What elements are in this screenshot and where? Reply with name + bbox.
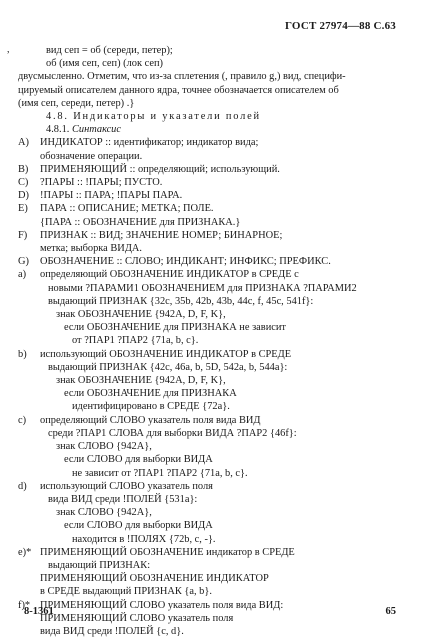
rule-label: d) bbox=[18, 480, 27, 492]
page-header: ГОСТ 27974—88 С.63 bbox=[285, 20, 396, 32]
syntax-label: D) bbox=[18, 190, 29, 202]
intro-line: цируемый описателем данного ядра, точнее обозначается описателем об bbox=[18, 84, 339, 96]
rule-text: определяющий ОБОЗНАЧЕНИЕ ИНДИКАТОР в СРЕДЕ с bbox=[40, 269, 299, 281]
page-body bbox=[18, 44, 404, 638]
rule-text: использующий СЛОВО указатель поля bbox=[40, 480, 213, 492]
syntax-item bbox=[18, 202, 404, 215]
syntax-continuation: {ПАРА :: ОБОЗНАЧЕНИЕ для ПРИЗНАКА.} bbox=[40, 216, 241, 228]
syntax-text: ИНДИКАТОР :: идентификатор; индикатор вида; bbox=[40, 137, 259, 149]
syntax-continuation: метка; выборка ВИДА. bbox=[40, 243, 143, 255]
rule-label: b) bbox=[18, 348, 27, 360]
rule-item bbox=[18, 268, 404, 281]
subsection-heading bbox=[18, 123, 404, 136]
rule-label: c) bbox=[18, 414, 27, 426]
rule-item bbox=[18, 599, 404, 612]
subsection-number: 4.8.1. bbox=[46, 124, 70, 136]
rule-item bbox=[18, 546, 404, 559]
rule-item bbox=[18, 348, 404, 361]
rule-continuation: идентифицировано в СРЕДЕ {72a}. bbox=[72, 401, 230, 413]
syntax-text: ПРИМЕНЯЮЩИЙ :: определяющий; использующий. bbox=[40, 163, 280, 175]
rule-item bbox=[18, 480, 404, 493]
syntax-text: ПАРА :: ОПИСАНИЕ; МЕТКА; ПОЛЕ. bbox=[40, 203, 214, 215]
rule-continuation: выдающий ПРИЗНАК {42c, 46a, b, 5D, 542a, b, 544a}: bbox=[48, 361, 288, 373]
rule-continuation: знак СЛОВО {942A}, bbox=[56, 441, 152, 453]
syntax-item bbox=[18, 176, 404, 189]
syntax-item bbox=[18, 255, 404, 268]
rule-label: f)* bbox=[18, 599, 31, 611]
section-number: 4.8. bbox=[46, 111, 69, 123]
rule-continuation: находится в !ПОЛЯХ {72b, c, -}. bbox=[72, 533, 216, 545]
intro-line: об (имя сеп, сеп) (лок сеп) bbox=[46, 58, 163, 70]
rule-continuation: не зависит от ?ПАР1 ?ПАР2 {71a, b, c}. bbox=[72, 467, 248, 479]
subsection-title: Синтаксис bbox=[72, 124, 121, 136]
rule-continuation: если СЛОВО для выборки ВИДА bbox=[64, 520, 213, 532]
rule-continuation: вида ВИД среди !ПОЛЕЙ {c, d}. bbox=[40, 625, 184, 637]
syntax-label: C) bbox=[18, 177, 29, 189]
syntax-label: A) bbox=[18, 137, 29, 149]
page-number: 65 bbox=[385, 606, 396, 617]
rule-continuation: знак СЛОВО {942A}, bbox=[56, 507, 152, 519]
intro-line: (имя сеп, середи, петер) .} bbox=[18, 97, 135, 109]
rule-continuation: в СРЕДЕ выдающий ПРИЗНАК {a, b}. bbox=[40, 586, 212, 598]
rule-continuation: среди ?ПАР1 СЛОВА для выборки ВИДА ?ПАР2 {46f}: bbox=[48, 427, 297, 439]
syntax-continuation: обозначение операции. bbox=[40, 150, 143, 162]
section-title: Индикаторы и указатели полей bbox=[73, 111, 261, 123]
rule-continuation: выдающий ПРИЗНАК {32c, 35b, 42b, 43b, 44c, f, 45c, 541f}: bbox=[48, 295, 314, 307]
rule-label: a) bbox=[18, 269, 27, 281]
section-heading bbox=[18, 110, 404, 123]
print-mark: 8-1361 bbox=[24, 606, 54, 617]
syntax-text: ОБОЗНАЧЕНИЕ :: СЛОВО; ИНДИКАНТ; ИНФИКС; ПРЕФИКС. bbox=[40, 256, 331, 268]
rule-continuation: от ?ПАР1 ?ПАР2 {71a, b, c}. bbox=[72, 335, 199, 347]
rule-item bbox=[18, 414, 404, 427]
intro-line: вид сеп = об (середи, петер); bbox=[46, 45, 173, 56]
syntax-list bbox=[18, 136, 404, 268]
syntax-text: !ПАРЫ :: ПАРА; !ПАРЫ ПАРА. bbox=[40, 190, 183, 202]
rule-continuation: знак ОБОЗНАЧЕНИЕ {942A, D, F, K}, bbox=[56, 375, 226, 387]
rule-text: использующий ОБОЗНАЧЕНИЕ ИНДИКАТОР в СРЕДЕ bbox=[40, 348, 292, 360]
rule-label: e)* bbox=[18, 546, 32, 558]
rules-list bbox=[18, 268, 404, 638]
intro-line: двусмысленно. Отметим, что из-за сплетения (, правило g,) вид, специфи- bbox=[18, 71, 346, 83]
syntax-text: ПРИЗНАК :: ВИД; ЗНАЧЕНИЕ НОМЕР; БИНАРНОЕ; bbox=[40, 229, 283, 241]
syntax-label: B) bbox=[18, 163, 29, 175]
rule-continuation: ПРИМЕНЯЮЩИЙ СЛОВО указатель поля bbox=[40, 612, 234, 624]
syntax-item bbox=[18, 136, 404, 149]
syntax-text: ?ПАРЫ :: !ПАРЫ; ПУСТО. bbox=[40, 177, 163, 189]
rule-text: определяющий СЛОВО указатель поля вида ВИД bbox=[40, 414, 261, 426]
rule-continuation: если ОБОЗНАЧЕНИЕ для ПРИЗНАКА bbox=[64, 388, 237, 400]
syntax-label: G) bbox=[18, 256, 29, 268]
margin-mark: , bbox=[7, 44, 10, 55]
syntax-item bbox=[18, 189, 404, 202]
rule-continuation: знак ОБОЗНАЧЕНИЕ {942A, D, F, K}, bbox=[56, 309, 226, 321]
syntax-item bbox=[18, 229, 404, 242]
rule-text: ПРИМЕНЯЮЩИЙ ОБОЗНАЧЕНИЕ индикатор в СРЕДЕ bbox=[40, 546, 295, 558]
rule-continuation: ПРИМЕНЯЮЩИЙ ОБОЗНАЧЕНИЕ ИНДИКАТОР bbox=[40, 573, 269, 585]
rule-continuation: новыми ?ПАРАМИ1 ОБОЗНАЧЕНИЕМ для ПРИЗНАКА ?ПАРАМИ2 bbox=[48, 282, 357, 294]
syntax-item bbox=[18, 163, 404, 176]
rule-text: ПРИМЕНЯЮЩИЙ СЛОВО указатель поля вида ВИД: bbox=[40, 599, 284, 611]
rule-continuation: вида ВИД среди !ПОЛЕЙ {531a}: bbox=[48, 493, 198, 505]
syntax-label: F) bbox=[18, 229, 28, 241]
rule-continuation: выдающий ПРИЗНАК: bbox=[48, 559, 151, 571]
syntax-label: E) bbox=[18, 203, 28, 215]
rule-continuation: если СЛОВО для выборки ВИДА bbox=[64, 454, 213, 466]
rule-continuation: если ОБОЗНАЧЕНИЕ для ПРИЗНАКА не зависит bbox=[64, 322, 286, 334]
